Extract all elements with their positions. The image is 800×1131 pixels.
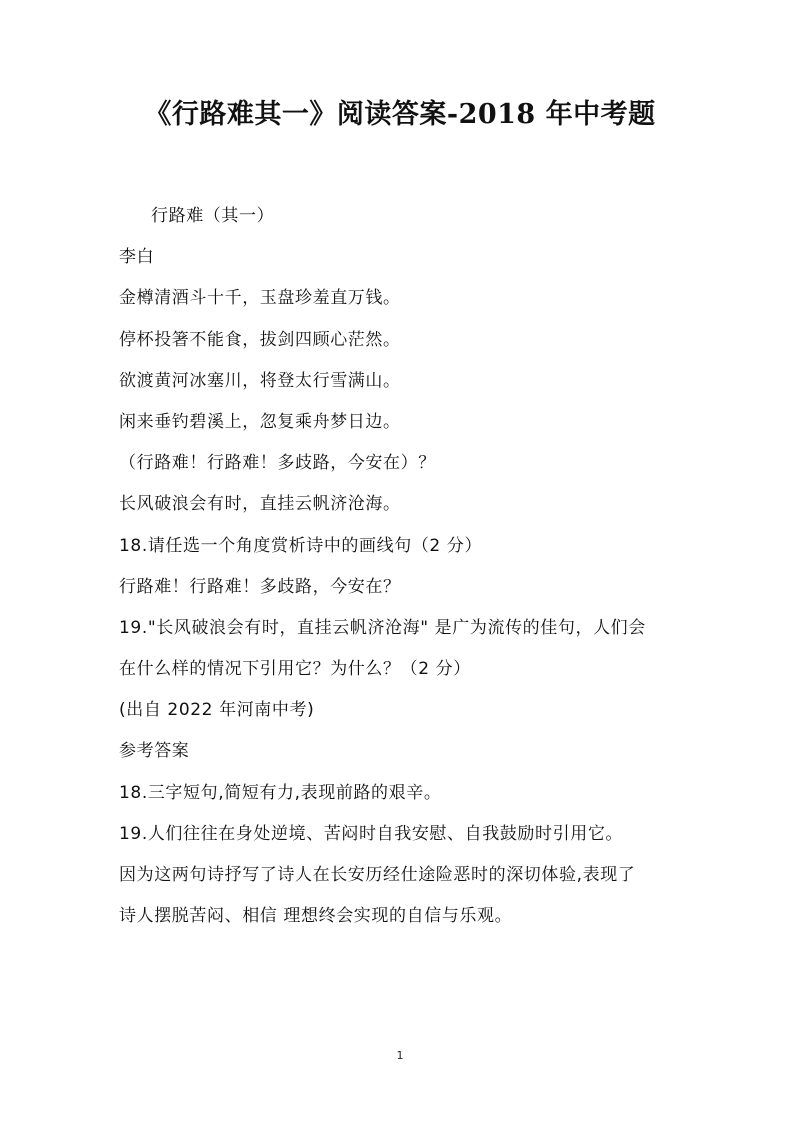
poem-line: 金樽清酒斗十千，玉盘珍羞直万钱。 [119,288,401,309]
poem-line: （行路难！行路难！多歧路，今安在）？ [119,453,436,474]
page-number: 1 [396,1049,404,1062]
question-18-quote: 行路难！行路难！多歧路，今安在？ [119,576,401,597]
question-19: 19."长风破浪会有时，直挂云帆济沧海" 是广为流传的佳句，人们会 [119,617,646,638]
poem-line: 欲渡黄河冰塞川，将登太行雪满山。 [119,370,401,391]
question-19-continued: 在什么样的情况下引用它？为什么？（2 分） [119,659,471,680]
document-title: 《行路难其一》阅读答案-2018 年中考题 [144,99,656,130]
poem-line: 闲来垂钓碧溪上，忽复乘舟梦日边。 [119,411,401,432]
answer-19-continued: 因为这两句诗抒写了诗人在长安历经仕途险恶时的深切体验,表现了 [119,865,636,885]
poem-author: 李白 [119,247,155,268]
poem-title: 行路难（其一） [151,206,275,226]
poem-line: 长风破浪会有时，直挂云帆济沧海。 [119,494,401,515]
answers-heading: 参考答案 [119,741,190,762]
answer-18: 18.三字短句,简短有力,表现前路的艰辛。 [119,782,442,803]
answer-19-continued: 诗人摆脱苦闷、相信 理想终会实现的自信与乐观。 [119,906,513,927]
source-note: (出自 2022 年河南中考) [119,700,315,721]
document-body [119,196,699,937]
answer-19: 19.人们往往在身处逆境、苦闷时自我安慰、自我鼓励时引用它。 [119,823,624,844]
poem-line: 停杯投箸不能食，拔剑四顾心茫然。 [119,329,401,350]
question-18: 18.请任选一个角度赏析诗中的画线句（2 分） [119,535,483,556]
